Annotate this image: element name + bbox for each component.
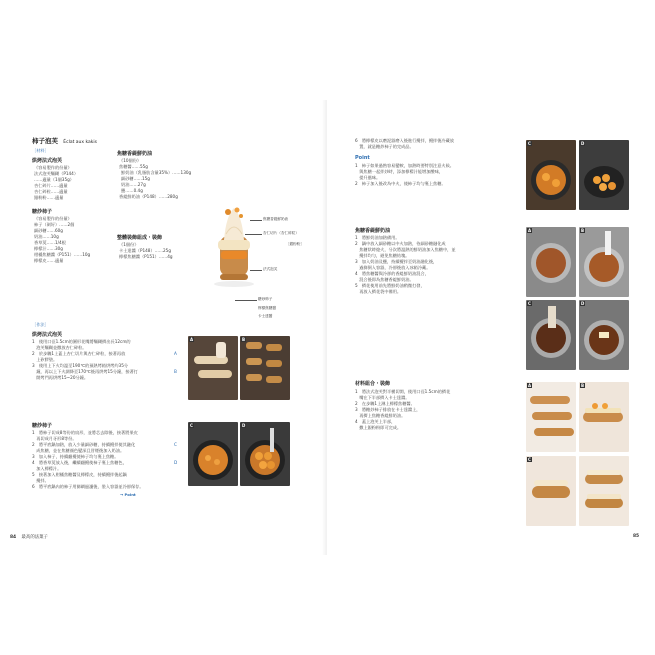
ingredient-line: 奶油……27g xyxy=(121,182,146,187)
assembly-heading: 整體裝飾組成・裝飾 xyxy=(117,235,163,241)
pot-caramel-illustration xyxy=(526,227,576,297)
step-line: 再切成月牙形8等份。 xyxy=(32,436,77,441)
step-photo xyxy=(526,140,576,210)
step-line: 4 將香草莢放入後，繼續翻攪使柿子裹上焦糖色， xyxy=(32,460,127,465)
step-line: 過篩倒入容器，冷卻後放入冰箱冷藏。 xyxy=(355,265,431,270)
choux-heading: 烘烤法式泡芙 xyxy=(32,158,63,164)
ingredient-line: 奶油……10g xyxy=(34,234,59,239)
step-line: 3 使用上下火均溫至190℃的預熱烤箱烘烤約35分 xyxy=(32,363,129,368)
book-spread xyxy=(0,100,655,555)
step-line: 焦糖狀時熄火，分次將溫熱的鮮奶油加入焦糖中，並 xyxy=(355,247,456,252)
left-folio xyxy=(10,534,48,540)
ingredient-line: 檸檬焦糖醬（P151）……4g xyxy=(119,254,173,259)
point-line: 2 柿子加入後改為中火，使柿子均勻裹上焦糖。 xyxy=(355,181,446,186)
ingredient-line: 檸檬汁……30g xyxy=(34,246,63,251)
step-photo-ref: C xyxy=(174,442,177,447)
step-line: 2 鍋中放入細砂糖以中火加熱，待細砂糖融化成 xyxy=(355,241,446,246)
photo-tag: A xyxy=(190,337,194,342)
step-photo xyxy=(240,422,290,486)
step-line: 攪拌。 xyxy=(32,478,49,483)
pan-kaki-illustration xyxy=(240,422,290,486)
callout-label: 杏仁切片（杏仁碎粒） xyxy=(263,231,299,235)
ingredient-line: 柑橘焦糖醬（P151）……10g xyxy=(34,252,91,257)
callout-label: 卡士達醬 xyxy=(258,314,273,318)
step-line: 再擠上焦糖香緹鮮奶油。 xyxy=(355,413,406,418)
step-photo xyxy=(579,456,629,526)
photo-tag: D xyxy=(581,301,585,306)
callout-label: 糖炒柿子 xyxy=(258,297,273,301)
ingredient-line: 《10個份》 xyxy=(119,158,142,163)
step-line: 5 接著加入柑橘焦糖醬及檸檬皮，持續攪拌後起鍋 xyxy=(32,472,127,477)
step-photo-ref: D xyxy=(174,460,178,465)
eclair-finished-illustration xyxy=(579,456,629,526)
callout-label: 法式泡芙 xyxy=(263,267,278,271)
kaki-heading: 糖炒柿子 xyxy=(32,209,53,215)
pot-butter-illustration xyxy=(579,300,629,370)
step-b-heading: 糖炒柿子 xyxy=(32,423,53,429)
photo-tag: D xyxy=(242,423,246,428)
eclair-assemble-illustration xyxy=(526,456,576,526)
photo-tag: B xyxy=(242,337,246,342)
step-photo xyxy=(526,300,576,370)
pot-stir-illustration xyxy=(526,300,576,370)
recipe-title-en: Éclat aux kakis xyxy=(63,140,97,145)
step-line: 4 蓋上泡芙上半部， xyxy=(355,419,396,424)
photo-tag: C xyxy=(528,141,531,146)
step-photo xyxy=(188,336,238,400)
photo-tag: A xyxy=(528,228,532,233)
ingredient-line: 鮮奶油（乳脂肪含量35%）……130g xyxy=(121,170,192,175)
step-photo-ref: B xyxy=(174,369,177,374)
step-line: 4 將焦糖醬與冷卻的香緹鮮奶油混合， xyxy=(355,271,429,276)
eclair-cut-illustration xyxy=(526,382,576,452)
step-line: 攪拌均勻，避免焦糖結塊。 xyxy=(355,253,410,258)
step-line: 1 使用口徑1.5cm的圓形花嘴將麵糊擠出長12cm的 xyxy=(32,339,131,344)
callout-label: 檸檬焦糖醬 xyxy=(258,306,276,310)
step-line: 5 擠花使用前先將鮮奶油稍微打發， xyxy=(355,283,425,288)
pan-kaki-illustration xyxy=(526,140,576,210)
step-line: 2 在步驟1上淋上檸檬焦糖醬。 xyxy=(355,401,415,406)
eclair-illustration xyxy=(206,196,262,296)
step-photo xyxy=(579,382,629,452)
step-line: 泡芙麵糊並撒放杏仁碎粒。 xyxy=(32,345,87,350)
right-page xyxy=(327,100,655,555)
point-label: Point xyxy=(355,155,370,161)
point-ref: → Point xyxy=(120,492,136,497)
step-line: 1 將法式泡芙對半橫切開，使用口徑1.5cm的擠花 xyxy=(355,389,451,394)
point-line: 與焦糖一起拌炒時，添加檸檬汁能增加酸味， xyxy=(355,169,443,174)
piping-illustration xyxy=(188,336,238,400)
step-line: 加入檸檬汁。 xyxy=(32,466,62,471)
cream-heading: 焦糖香緹鮮奶油 xyxy=(117,151,153,157)
step-photo xyxy=(526,382,576,452)
bowl-kaki-illustration xyxy=(579,140,629,210)
ingredient-line: 焦糖醬……55g xyxy=(119,164,148,169)
step-line: 再放入擠花袋中備用。 xyxy=(355,289,402,294)
step-photo xyxy=(579,300,629,370)
ingredient-line: 《容易製作的份量》 xyxy=(34,165,72,170)
step-line: 上矽膠墊。 xyxy=(32,357,58,362)
ingredient-line: ……適量（1個35g） xyxy=(34,177,74,182)
eclair-fill-illustration xyxy=(579,382,629,452)
step-line: 1 將鮮奶油加熱備用。 xyxy=(355,235,400,240)
recipe-title xyxy=(32,136,97,145)
ingredient-line: 杏仁碎粒……適量 xyxy=(34,189,68,194)
pan-caramel-illustration xyxy=(188,422,238,486)
step-line: 3 將糖炒柿子排放在卡士達醬上， xyxy=(355,407,421,412)
ingredient-line: 柿子（剝好）……2個 xyxy=(34,222,75,227)
callout-label: ［銀粉粉］ xyxy=(286,242,304,246)
step-line: 6 將平底鍋內的柿子用篩網過濾後，裝入容器並冷卻保存。 xyxy=(32,484,144,489)
page-number: 84 xyxy=(10,535,17,540)
step-photo xyxy=(526,456,576,526)
left-page xyxy=(0,100,327,555)
step-photo xyxy=(240,336,290,400)
materials-label: ［材料］ xyxy=(32,148,49,153)
step-line: 鐘，再以上下火調降至170℃後再烘烤15分鐘，接著打 xyxy=(32,369,138,374)
photo-tag: D xyxy=(581,141,585,146)
photo-tag: A xyxy=(528,383,532,388)
step-photo-ref: A xyxy=(174,351,177,356)
ingredient-line: 鹽……0.4g xyxy=(121,188,143,193)
ingredient-line: 卡士達醬（P148）……25g xyxy=(119,248,172,253)
ingredient-line: 銀粉粉……適量 xyxy=(34,195,64,200)
step-line: 開烤門再烘烤15~20分鐘。 xyxy=(32,375,89,380)
ingredient-line: 檸檬皮……適量 xyxy=(34,258,64,263)
point-line: 提升風味。 xyxy=(355,175,381,180)
step-line: 3 加入奶油及鹽，持續攪拌至奶油融化後， xyxy=(355,259,438,264)
step-line: 1 將柿子切成8等份的扇形，並將芯去除後，接著將果皮 xyxy=(32,430,138,435)
step-a-heading: 烘烤法式泡芙 xyxy=(32,332,63,338)
photo-tag: C xyxy=(528,301,531,306)
kaki-topping xyxy=(225,209,231,215)
recipe-title-zh: 柿子泡芙 xyxy=(32,137,58,145)
ingredient-line: 香緹鮮奶油（P148）……280g xyxy=(119,194,178,199)
step-line: 3 加入柿子，持續翻攪使柿子均勻裹上焦糖。 xyxy=(32,454,119,459)
ingredient-line: 香草莢……1/4根 xyxy=(34,240,66,245)
hero-eclair-photo xyxy=(206,196,262,296)
pot-cream-illustration xyxy=(579,227,629,297)
ingredient-line: 細砂糖……60g xyxy=(34,228,63,233)
baked-eclairs-illustration xyxy=(240,336,290,400)
running-header: 最高的法菓子 xyxy=(21,535,48,540)
page-number: 85 xyxy=(633,534,640,539)
ingredient-line: 《容易製作的份量》 xyxy=(34,216,72,221)
point-line: 1 柿子如果過熟容易變軟，加熱時要特別注意火候。 xyxy=(355,163,454,168)
step-photo xyxy=(579,227,629,297)
step-line: 置，就是糖炒柿子的完成品。 xyxy=(355,144,414,149)
step-line: 2 於步驟1上蓋上杏仁切片與杏仁碎粒，接著再放 xyxy=(32,351,126,356)
step-line: 6 將檸檬皮以磨泥器磨入後進行攪拌，攪拌後冷藏放 xyxy=(355,138,454,143)
photo-tag: C xyxy=(190,423,193,428)
kaki-layer xyxy=(221,251,247,259)
step-line: 混合後即為焦糖香緹鮮奶油。 xyxy=(355,277,414,282)
choux-base xyxy=(220,274,248,280)
photo-tag: B xyxy=(581,383,585,388)
ingredient-line: 《1個份》 xyxy=(119,242,139,247)
ingredient-line: 細砂糖……15g xyxy=(121,176,150,181)
photo-tag: C xyxy=(528,457,531,462)
step-photo xyxy=(188,422,238,486)
step-line: 嘴在下半部擠入卡士達醬。 xyxy=(355,395,410,400)
step-line: 成焦糖，並在焦糖顏色變深且冒煙後加入奶油。 xyxy=(32,448,125,453)
step-line: 2 將平底鍋加熱，放入少量細砂糖，持續攪拌使其融化 xyxy=(32,442,136,447)
steps-label: ［作法］ xyxy=(32,322,49,327)
step-photo xyxy=(526,227,576,297)
ingredient-line: 法式泡芙麵糊（P144） xyxy=(34,171,79,176)
cream-method-heading: 焦糖香緹鮮奶油 xyxy=(355,228,391,234)
photo-tag: B xyxy=(581,228,585,233)
assembly-method-heading: 材料組合・裝飾 xyxy=(355,381,391,387)
step-line: 撒上銀粉粉即可完成。 xyxy=(355,425,402,430)
step-photo xyxy=(579,140,629,210)
custard-layer xyxy=(218,240,250,250)
callout-label: 焦糖香緹鮮奶油 xyxy=(263,217,289,221)
ingredient-line: 杏仁碎片……適量 xyxy=(34,183,68,188)
